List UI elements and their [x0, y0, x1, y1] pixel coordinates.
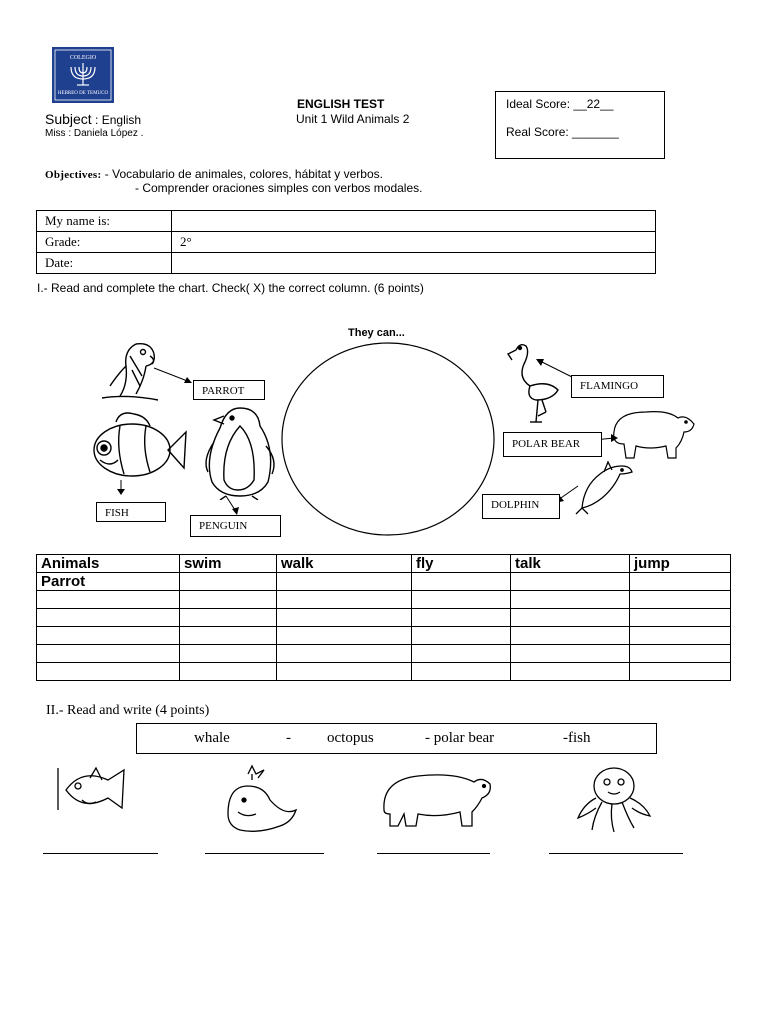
- cell-swim[interactable]: [180, 627, 277, 645]
- cell-walk[interactable]: [277, 663, 412, 681]
- score-box: [495, 91, 665, 159]
- cell-talk[interactable]: [511, 573, 630, 591]
- arrow-icon: [150, 364, 196, 388]
- table-row: [37, 627, 731, 645]
- section-1-instruction: I.- Read and complete the chart. Check( X) the correct column. (6 points): [37, 281, 424, 295]
- cell-swim[interactable]: [180, 645, 277, 663]
- objective-2: - Comprender oraciones simples con verbos modales.: [135, 181, 423, 195]
- answer-blank-3[interactable]: [377, 852, 490, 854]
- answer-blank-2[interactable]: [205, 852, 324, 854]
- cell-jump[interactable]: [630, 573, 731, 591]
- ideal-score: [506, 97, 613, 111]
- word-whale: whale: [194, 730, 230, 746]
- cell-talk[interactable]: [511, 627, 630, 645]
- grade-label: Grade:: [37, 232, 172, 253]
- answer-blank-1[interactable]: [43, 852, 158, 854]
- header-talk: talk: [511, 555, 630, 573]
- cell-walk[interactable]: [277, 627, 412, 645]
- cell-fly[interactable]: [412, 609, 511, 627]
- table-header-row: [37, 555, 731, 573]
- whale-picture-icon: [218, 764, 302, 836]
- school-logo: [52, 47, 114, 103]
- cell-animal[interactable]: [37, 645, 180, 663]
- logo-text-bottom: HEBREO DE TEMUCO: [57, 91, 109, 96]
- table-row: [37, 253, 656, 274]
- name-field[interactable]: [172, 211, 656, 232]
- cell-jump[interactable]: [630, 609, 731, 627]
- cell-fly[interactable]: [412, 645, 511, 663]
- header-fly: fly: [412, 555, 511, 573]
- circle-title: They can...: [348, 327, 405, 339]
- date-field[interactable]: [172, 253, 656, 274]
- cell-walk[interactable]: [277, 645, 412, 663]
- word-fish: -fish: [563, 730, 591, 746]
- real-score-value: _______: [572, 125, 619, 139]
- table-row: [37, 591, 731, 609]
- cell-jump[interactable]: [630, 663, 731, 681]
- cell-jump[interactable]: [630, 645, 731, 663]
- logo-text-top: COLEGIO: [69, 55, 97, 61]
- cell-animal[interactable]: [37, 627, 180, 645]
- arrow-icon-2: [222, 494, 242, 516]
- word-octopus: octopus: [327, 730, 374, 746]
- answer-circle: [278, 340, 498, 540]
- objectives-line-1: [45, 167, 383, 181]
- fish-picture-icon: [52, 762, 132, 818]
- cell-animal[interactable]: [37, 591, 180, 609]
- cell-animal: Parrot: [37, 573, 180, 591]
- subject-line: [45, 111, 141, 127]
- menorah-icon: [52, 47, 114, 103]
- cell-animal[interactable]: [37, 609, 180, 627]
- subject-label: Subject: [45, 111, 92, 127]
- word-separator: -: [286, 730, 291, 746]
- cell-talk[interactable]: [511, 645, 630, 663]
- real-score: [506, 125, 619, 139]
- dolphin-icon: [574, 458, 634, 516]
- table-row: [37, 232, 656, 253]
- grade-field[interactable]: 2°: [172, 232, 656, 253]
- objective-1: - Vocabulario de animales, colores, hábitat y verbos.: [104, 167, 383, 181]
- polar-bear-picture-icon: [378, 766, 498, 832]
- cell-fly[interactable]: [412, 627, 511, 645]
- header-swim: swim: [180, 555, 277, 573]
- penguin-icon: [198, 402, 280, 500]
- table-row: [37, 663, 731, 681]
- date-label: Date:: [37, 253, 172, 274]
- animals-chart: [36, 554, 731, 681]
- flamingo-label: FLAMINGO: [571, 375, 664, 398]
- word-polar-bear: - polar bear: [425, 730, 495, 746]
- polar-bear-label: POLAR BEAR: [503, 432, 602, 457]
- ideal-score-label: Ideal Score:: [506, 97, 571, 111]
- answer-blank-4[interactable]: [549, 852, 683, 854]
- word-bank: [136, 723, 657, 754]
- cell-fly[interactable]: [412, 663, 511, 681]
- penguin-label: PENGUIN: [190, 515, 281, 537]
- octopus-picture-icon: [570, 764, 656, 836]
- header-walk: walk: [277, 555, 412, 573]
- student-info-table: [36, 210, 656, 274]
- table-row: [37, 609, 731, 627]
- table-row: [37, 573, 731, 591]
- cell-fly[interactable]: [412, 591, 511, 609]
- flamingo-icon: [502, 340, 562, 426]
- table-row: [37, 645, 731, 663]
- header-animals: Animals: [37, 555, 180, 573]
- subject-sep: :: [91, 113, 102, 127]
- cell-talk[interactable]: [511, 663, 630, 681]
- name-label: My name is:: [37, 211, 172, 232]
- real-score-label: Real Score:: [506, 125, 569, 139]
- cell-swim[interactable]: [180, 663, 277, 681]
- arrow-down-icon: [114, 480, 128, 496]
- cell-animal[interactable]: [37, 663, 180, 681]
- cell-walk[interactable]: [277, 573, 412, 591]
- subject-value: English: [101, 113, 142, 127]
- cell-talk[interactable]: [511, 609, 630, 627]
- cell-swim[interactable]: [180, 573, 277, 591]
- fish-label: FISH: [96, 502, 166, 522]
- parrot-label: PARROT: [193, 380, 265, 400]
- cell-swim[interactable]: [180, 591, 277, 609]
- cell-swim[interactable]: [180, 609, 277, 627]
- cell-walk[interactable]: [277, 591, 412, 609]
- cell-jump[interactable]: [630, 627, 731, 645]
- table-row: [37, 211, 656, 232]
- test-title: ENGLISH TEST: [297, 97, 385, 111]
- objectives-label: Objectives:: [45, 169, 102, 181]
- cell-fly[interactable]: [412, 573, 511, 591]
- cell-jump[interactable]: [630, 591, 731, 609]
- header-jump: jump: [630, 555, 731, 573]
- ideal-score-value: __22__: [573, 97, 614, 111]
- cell-talk[interactable]: [511, 591, 630, 609]
- fish-icon: [90, 408, 190, 480]
- cell-walk[interactable]: [277, 609, 412, 627]
- teacher-name: Miss : Daniela López .: [45, 128, 144, 139]
- section-2-instruction: II.- Read and write (4 points): [46, 703, 210, 718]
- arrow-icon-3: [532, 355, 576, 381]
- unit-title: Unit 1 Wild Animals 2: [296, 112, 410, 126]
- dolphin-label: DOLPHIN: [482, 494, 560, 519]
